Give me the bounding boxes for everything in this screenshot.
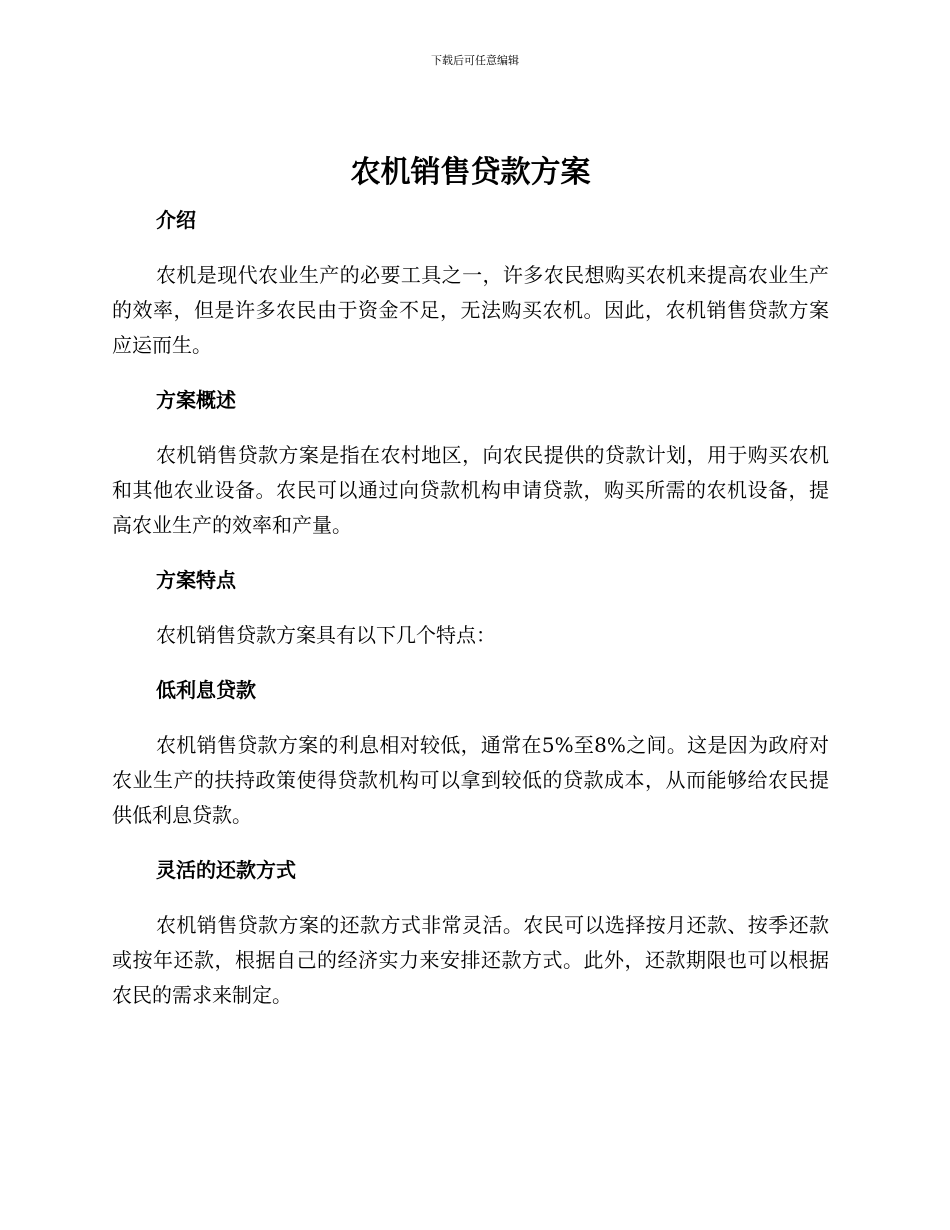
section-paragraph-features: 农机销售贷款方案具有以下几个特点： — [156, 623, 496, 647]
section-heading-features: 方案特点 — [156, 568, 236, 592]
document-body — [112, 146, 829, 1013]
spacer — [112, 363, 829, 386]
spacer — [112, 594, 829, 618]
section-heading-overview: 方案概述 — [156, 388, 236, 412]
section-paragraph-intro: 农机是现代农业生产的必要工具之一，许多农民想购买农机来提高农业生产的效率，但是许多农民由于资金不足，无法购买农机。因此，农机销售贷款方案应运而生。 — [112, 263, 829, 357]
spacer — [112, 884, 829, 908]
spacer — [112, 704, 829, 728]
spacer — [112, 653, 829, 676]
spacer — [112, 234, 829, 258]
section-heading-low-interest: 低利息贷款 — [156, 678, 256, 702]
spacer — [112, 414, 829, 438]
section-heading-flexible-repayment: 灵活的还款方式 — [156, 858, 296, 882]
section-paragraph-overview: 农机销售贷款方案是指在农村地区，向农民提供的贷款计划，用于购买农机和其他农业设备。农民可以通过向贷款机构申请贷款，购买所需的农机设备，提高农业生产的效率和产量。 — [112, 443, 829, 537]
page-header: 下载后可任意编辑 — [431, 54, 519, 67]
section-paragraph-flexible-repayment: 农机销售贷款方案的还款方式非常灵活。农民可以选择按月还款、按季还款或按年还款，根据自己的经济实力来安排还款方式。此外，还款期限也可以根据农民的需求来制定。 — [112, 913, 829, 1007]
spacer — [112, 543, 829, 566]
spacer — [112, 833, 829, 856]
section-heading-intro: 介绍 — [156, 208, 196, 232]
section-paragraph-low-interest: 农机销售贷款方案的利息相对较低，通常在5%至8%之间。这是因为政府对农业生产的扶持政策使得贷款机构可以拿到较低的贷款成本，从而能够给农民提供低利息贷款。 — [112, 733, 829, 827]
document-title: 农机销售贷款方案 — [350, 155, 591, 190]
